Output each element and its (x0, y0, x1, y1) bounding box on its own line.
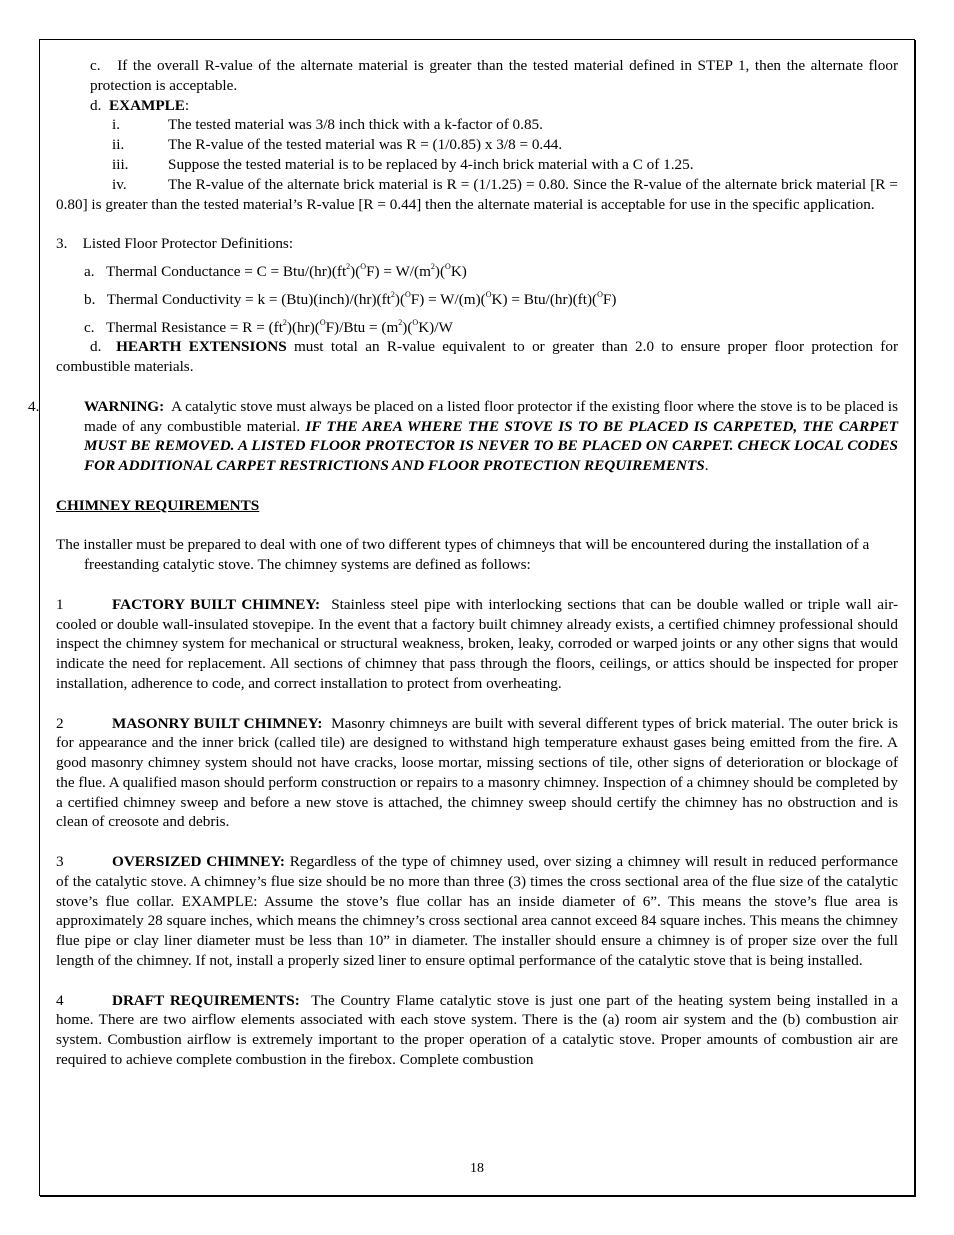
example-item-number: ii. (112, 136, 125, 154)
example-item-number: iv. (112, 175, 127, 193)
chimney-requirements-heading (56, 496, 898, 516)
section-heading: DRAFT REQUIREMENTS: (112, 991, 300, 1009)
superscript: 2 (282, 317, 287, 327)
superscript: 2 (346, 261, 351, 271)
superscript: O (360, 261, 367, 271)
section-number: 4 (56, 991, 64, 1009)
superscript: O (485, 289, 492, 299)
formula-text: K) = Btu/(hr)(ft)( (491, 290, 598, 308)
hearth-extensions-paragraph (56, 337, 898, 377)
example-item-text: The tested material was 3/8 inch thick with a k-factor of 0.85. (168, 116, 543, 134)
draft-requirements-paragraph (56, 991, 898, 1070)
section-text: Stainless steel pipe with interlocking sections that can be double walled or triple wall air-cooled or double wall-insulated stovepipe. In the event that a factory built chimney already exists, a certified chimney professional should inspect the chimney system for mechanical or structural weakness, broken, leaky, corroded or warped joints or any other signs that would indicate the need for replacement. All sections of chimney that pass through the floors, ceilings, or attics should be inspected for proper installation, adherence to code, and correct installation to protect from overheating. (56, 595, 898, 692)
formula-text: F) = W/(m (366, 262, 431, 280)
section-title: Listed Floor Protector Definitions: (82, 235, 294, 253)
oversized-chimney-paragraph (56, 852, 898, 971)
formula-text: )( (402, 318, 413, 336)
formula-text: F) (602, 290, 617, 308)
example-item (56, 115, 898, 135)
example-item-text: The R-value of the tested material was R = (1/0.85) x 3/8 = 0.44. (168, 136, 563, 154)
definition-label: d. (90, 338, 102, 356)
section-text: The Country Flame catalytic stove is just one part of the heating system being installed in a home. There are two airflow elements associated with each stove system. There is the (a) room air system and the (b) combustion air system. Combustion airflow is extremely important to the proper operation of a catalytic stove. Proper amounts of combustion air are required to achieve complete combustion in the firebox. Complete combustion (56, 991, 898, 1069)
masonry-built-chimney-paragraph (56, 714, 898, 833)
example-item-number: iii. (112, 155, 129, 173)
formula-text: F) = W/(m)( (410, 290, 486, 308)
example-item-text: Suppose the tested material is to be replaced by 4-inch brick material with a C of 1.25. (168, 155, 694, 173)
warning-emphasis: IF THE AREA WHERE THE STOVE IS TO BE PLACED IS CARPETED, THE CARPET MUST BE REMOVED. A LISTED FLOOR PROTECTOR IS NEVER TO BE PLACED ON CARPET. CHECK LOCAL CODES FOR ADDITIONAL CARPET RESTRICTIONS AND FLOOR PROTECTION REQUIREMENTS (84, 417, 898, 475)
section-number: 4. (28, 397, 40, 415)
formula-text: )( (394, 290, 406, 308)
superscript: O (445, 261, 451, 271)
hearth-extensions-text: must total an R-value equivalent to or greater than 2.0 to ensure proper floor protection for combustible materials. (56, 338, 899, 376)
formula-text: )(hr)( (286, 318, 320, 336)
step-d-label: d. (90, 96, 102, 114)
section-heading: OVERSIZED CHIMNEY: (112, 853, 285, 871)
superscript: O (412, 317, 419, 327)
formula-text: )( (434, 262, 446, 280)
warning-paragraph (28, 397, 898, 476)
superscript: 2 (398, 317, 403, 327)
section-3-heading (56, 234, 898, 254)
formula-text: K)/W (418, 318, 453, 336)
warning-text: A catalytic stove must always be placed on a listed floor protector if the existing floor where the stove is to be placed is made of any combustible material. (84, 397, 898, 435)
step-c-label: c. (90, 57, 101, 74)
chimney-intro-paragraph: The installer must be prepared to deal with one of two different types of chimneys that will be encountered during the installation of a freestanding catalytic stove. The chimney systems are defined as follows: (56, 536, 870, 574)
section-heading: FACTORY BUILT CHIMNEY: (112, 595, 321, 613)
hearth-extensions-heading: HEARTH EXTENSIONS (116, 338, 287, 356)
example-item (56, 155, 898, 175)
warning-end: . (704, 457, 709, 475)
page-number: 18 (470, 1161, 484, 1176)
formula-text: F)/Btu = (m (325, 318, 399, 336)
section-number: 2 (56, 714, 64, 732)
chimney-heading-text: CHIMNEY REQUIREMENTS (56, 496, 260, 514)
superscript: 2 (390, 289, 395, 299)
formula-text: )( (350, 262, 361, 280)
definition-label: a. (84, 262, 95, 280)
example-item-iv (56, 175, 898, 215)
superscript: O (597, 289, 603, 299)
example-colon: : (184, 96, 190, 114)
section-text: Masonry chimneys are built with several different types of brick material. The outer brick is for appearance and the inner brick (called tile) are designed to withstand high temperature exhaust gases being emitted from the fire. A good masonry chimney system should not have cracks, loose mortar, missing sections of tile, other signs of deterioration or blockage of the flue. A qualified mason should perform construction or repairs to a masonry chimney. Inspection of a chimney should be completed by a certified chimney sweep and before a new stove is attached, the chimney sweep should certify the chimney has no obstruction and is clean of creosote and debris. (56, 714, 898, 831)
warning-heading: WARNING: (84, 397, 165, 415)
definition-label: c. (84, 318, 95, 336)
section-number: 3 (56, 853, 64, 871)
example-item (56, 135, 898, 155)
example-item-text: The R-value of the alternate brick material is R = (1/1.25) = 0.80. Since the R-value of the alternate brick material [R = 0.80] is greater than the tested material’s R-value [R = 0.44] then the alternate material is acceptable for use in the specific application. (56, 175, 898, 213)
superscript: O (405, 289, 411, 299)
step-c-paragraph (56, 56, 898, 96)
section-number: 1 (56, 595, 64, 613)
formula-text: Thermal Conductivity = k = (Btu)(inch)/(hr)(ft (106, 290, 391, 308)
section-number: 3. (56, 235, 68, 253)
step-d-paragraph (56, 96, 898, 116)
example-heading: EXAMPLE (108, 96, 185, 114)
definition-thermal-conductivity (56, 290, 898, 310)
definition-thermal-resistance (56, 318, 898, 338)
formula-text: K) (450, 262, 467, 280)
example-item-number: i. (112, 116, 121, 134)
section-heading: MASONRY BUILT CHIMNEY: (112, 714, 323, 732)
superscript: 2 (430, 261, 435, 271)
section-text: Regardless of the type of chimney used, over sizing a chimney will result in reduced performance of the catalytic stove. A chimney’s flue size should be no more than three (3) times the cross sectional area of the flue size of the catalytic stove’s flue collar. EXAMPLE: Assume the stove’s flue collar has an inside diameter of 6”. This means the stove’s flue area is approximately 28 square inches, which means the chimney’s cross sectional area cannot exceed 84 square inches. This means the chimney flue pipe or clay liner diameter must be less than 10” in diameter. The installer should ensure a chimney is of proper size over the full length of the chimney. If not, install a properly sized liner to ensure optimal performance of the catalytic stove that is being installed. (56, 853, 899, 970)
definition-label: b. (84, 290, 96, 308)
formula-text: Thermal Resistance = R = (ft (105, 318, 283, 336)
factory-built-chimney-paragraph (56, 595, 898, 694)
step-c-text: If the overall R-value of the alternate material is greater than the tested material defined in STEP 1, then the alternate floor protection is acceptable. (90, 57, 899, 94)
page-content (28, 56, 899, 1070)
formula-text: Thermal Conductance = C = Btu/(hr)(ft (105, 262, 347, 280)
definition-thermal-conductance (56, 262, 898, 282)
superscript: O (319, 317, 326, 327)
